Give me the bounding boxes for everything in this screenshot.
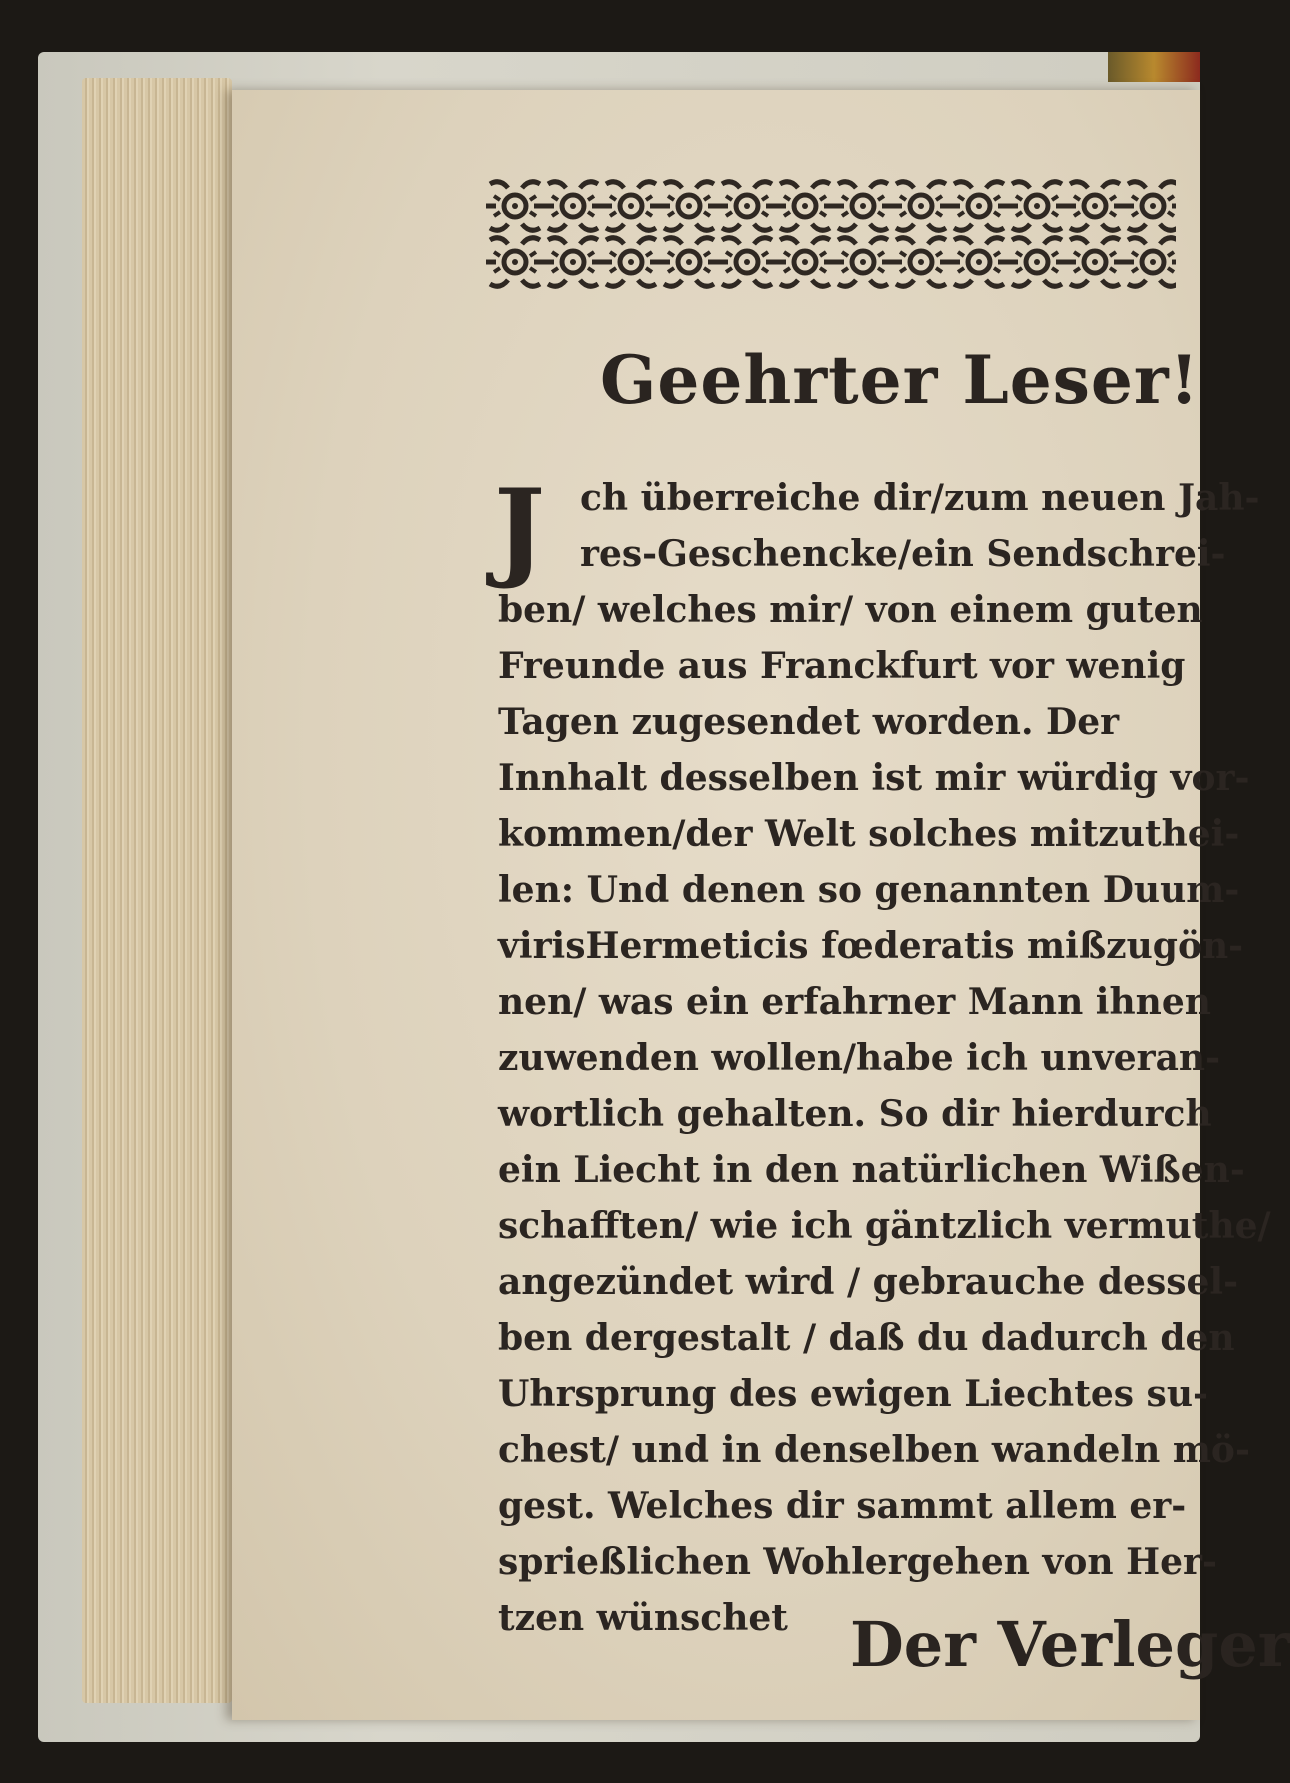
text-line: sprießlichen Wohlergehen von Her-	[498, 1541, 1217, 1583]
ornamental-border	[486, 178, 1176, 290]
text-line: Tagen zugesendet worden. Der	[498, 701, 1120, 743]
text-line: wortlich gehalten. So dir hierdurch	[498, 1093, 1212, 1135]
text-line: gest. Welches dir sammt allem er-	[498, 1485, 1187, 1527]
text-line: angezündet wird / gebrauche dessel-	[498, 1261, 1239, 1303]
signature: Der Verleger	[850, 1608, 1290, 1681]
page-heading: Geehrter Leser!	[600, 341, 1200, 419]
drop-capital: J	[494, 466, 546, 592]
text-line: zuwenden wollen/habe ich unveran-	[498, 1037, 1221, 1079]
text-line: ben/ welches mir/ von einem guten	[498, 589, 1203, 631]
text-line: Freunde aus Franckfurt vor wenig	[498, 645, 1186, 687]
text-line: nen/ was ein erfahrner Mann ihnen	[498, 981, 1211, 1023]
text-line: ein Liecht in den natürlichen Wißen-	[498, 1149, 1245, 1191]
bookmark-ribbon	[1108, 52, 1200, 82]
text-line: chest/ und in denselben wandeln mö-	[498, 1429, 1250, 1471]
text-line: kommen/der Welt solches mitzuthei-	[498, 813, 1240, 855]
text-line: len: Und denen so genannten Duum-	[498, 869, 1240, 911]
text-line: schafften/ wie ich gäntzlich vermuthe/	[498, 1205, 1271, 1247]
body-text	[498, 470, 1271, 1646]
text-line: tzen wünschet	[498, 1597, 788, 1639]
text-line: virisHermeticis fœderatis mißzugön-	[498, 925, 1244, 967]
ornament-pattern	[486, 178, 1176, 290]
page-edges	[82, 78, 232, 1703]
text-line: res-Geschencke/ein Sendschrei-	[580, 533, 1226, 575]
text-line: Innhalt desselben ist mir würdig vor-	[498, 757, 1250, 799]
text-line: Uhrsprung des ewigen Liechtes su-	[498, 1373, 1208, 1415]
text-line: ch überreiche dir/zum neuen Jah-	[580, 477, 1260, 519]
text-line: ben dergestalt / daß du dadurch den	[498, 1317, 1235, 1359]
